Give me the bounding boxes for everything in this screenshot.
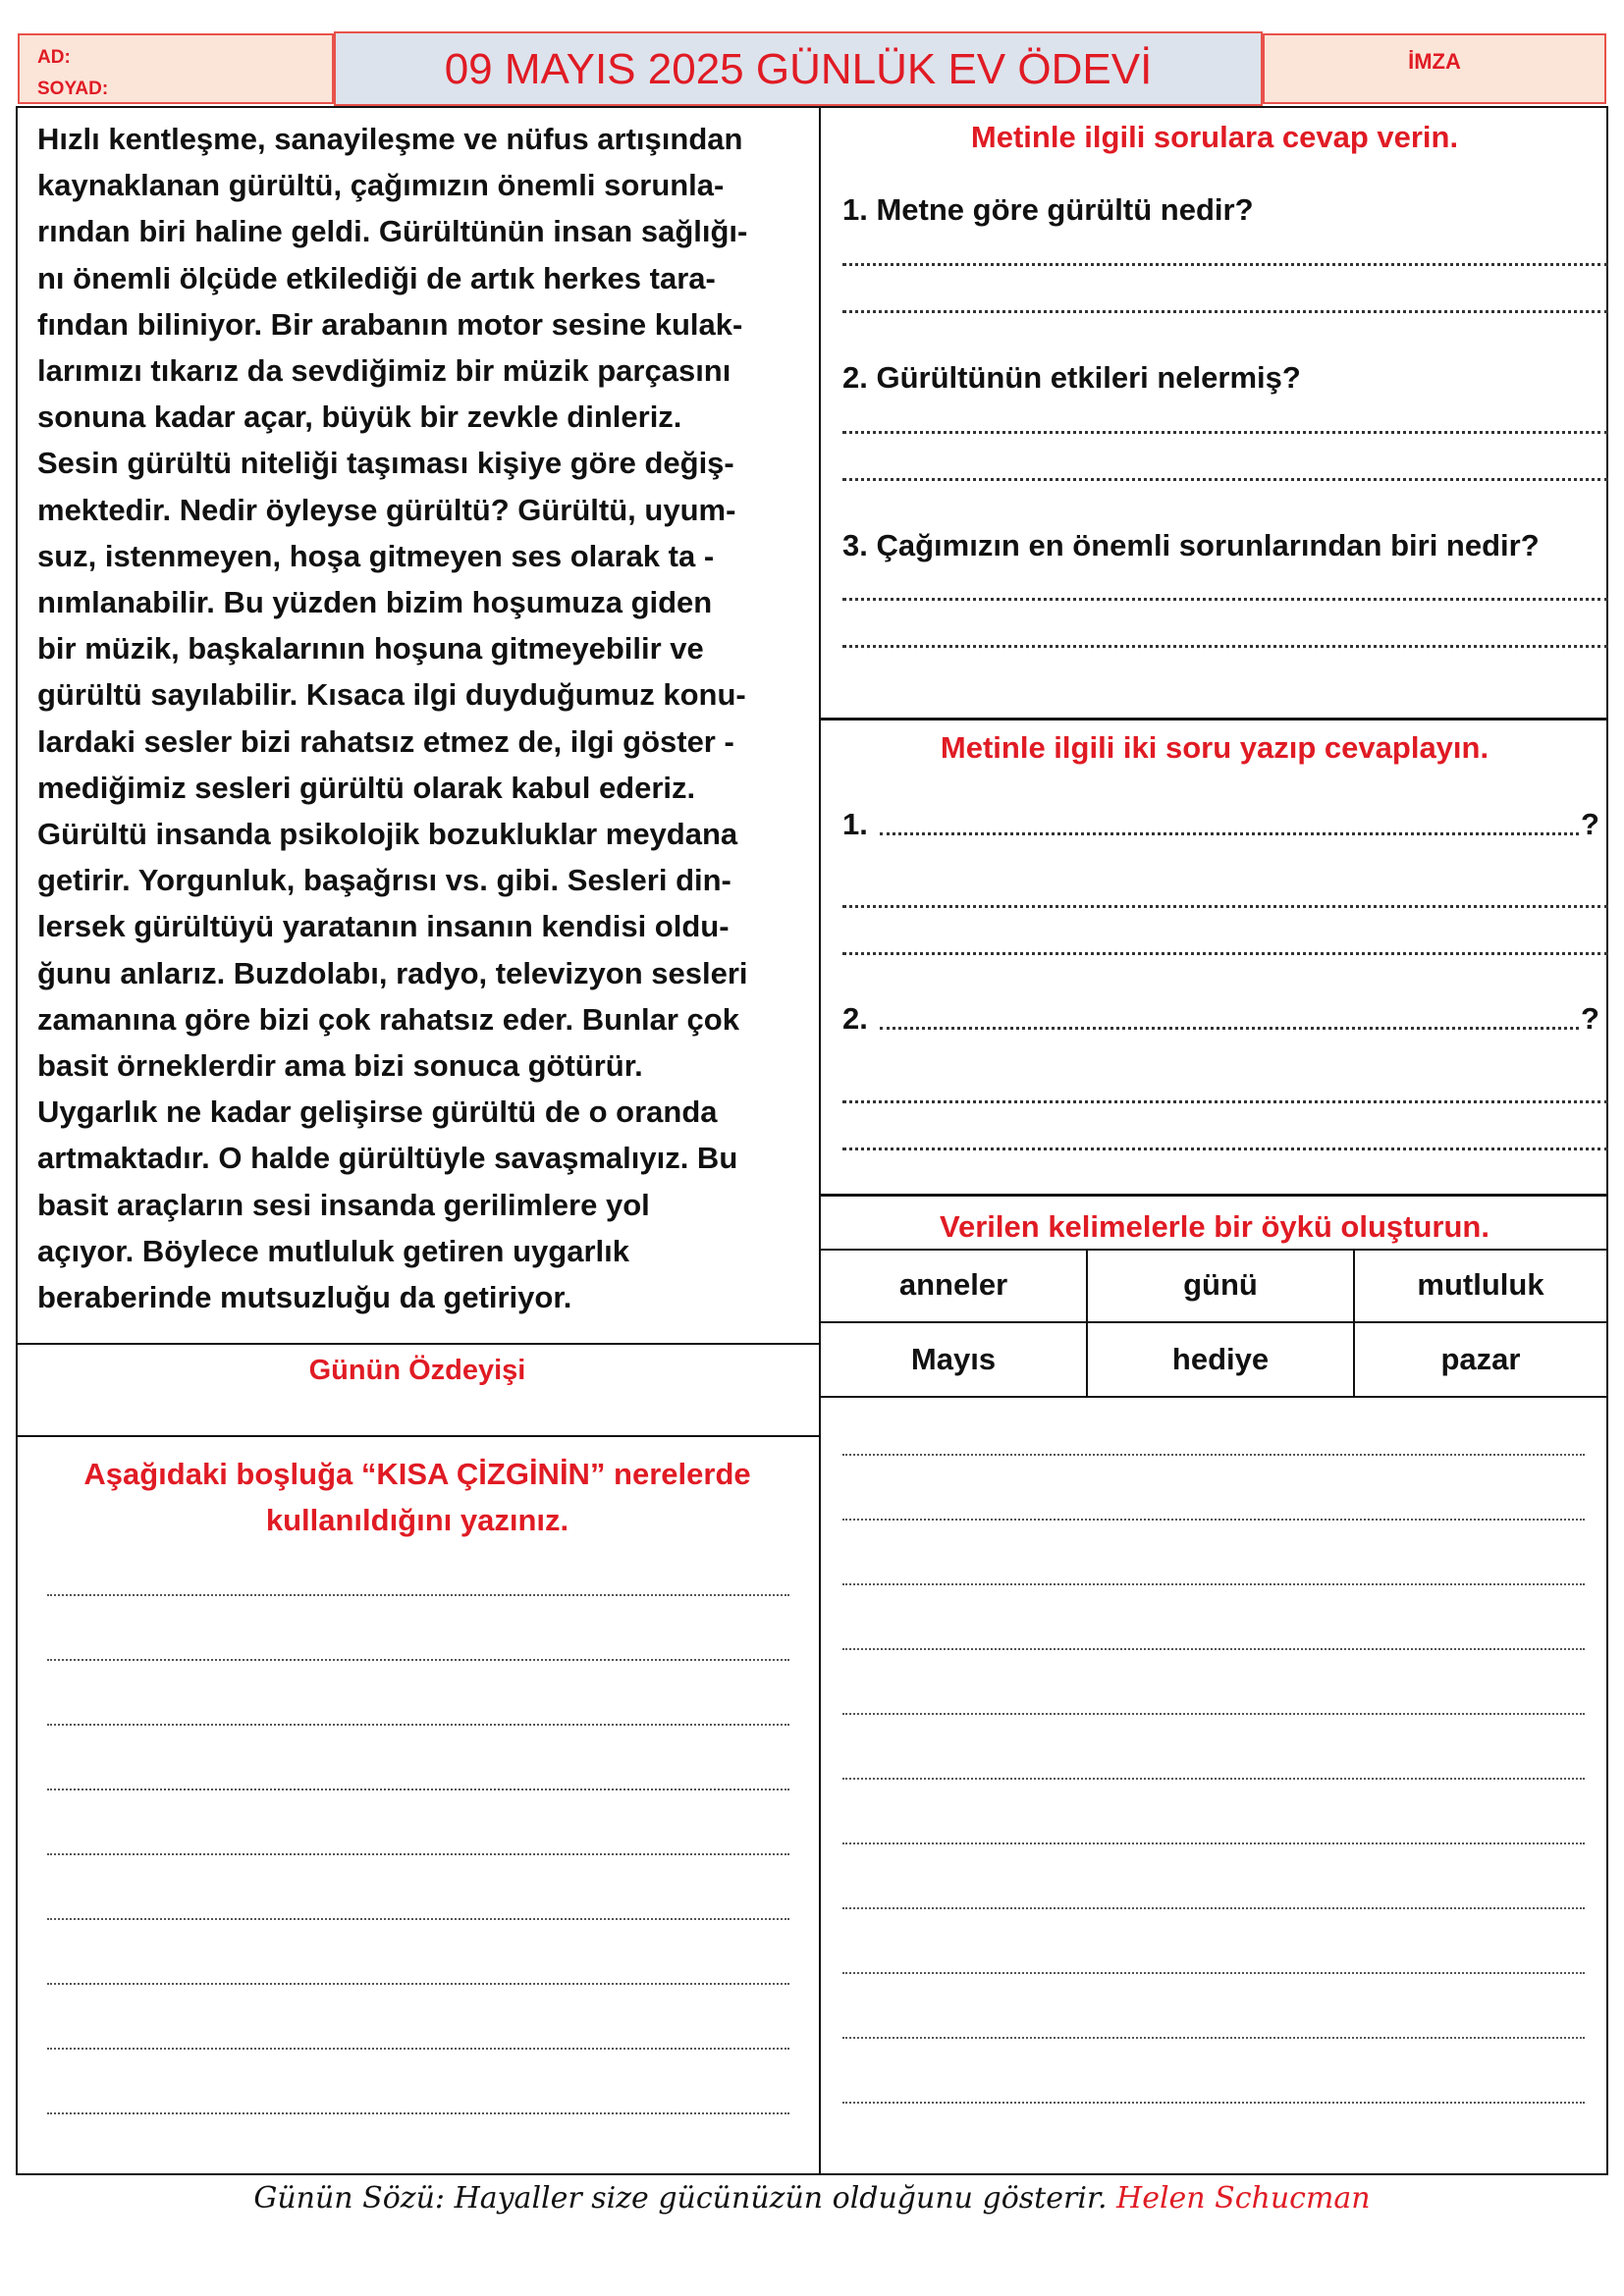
answer-line[interactable] [47,1789,789,1790]
passage-line: kaynaklanan gürültü, çağımızın önemli sorunla- [37,168,725,203]
answer-line[interactable] [47,1983,789,1985]
quote-of-day-field[interactable] [157,1384,668,1427]
word-cell: mutluluk [1353,1249,1608,1323]
passage-line: suz, istenmeyen, hoşa gitmeyen ses olarak ta - [37,538,715,573]
answer-line[interactable] [842,310,1608,313]
answer-line[interactable] [842,431,1608,434]
own-questions-title: Metinle ilgili iki soru yazıp cevaplayın. [940,730,1489,765]
passage-line: rından biri haline geldi. Gürültünün insan sağlığı- [37,214,748,249]
name-field-box[interactable] [18,33,334,104]
passage-line: mediğimiz sesleri gürültü olarak kabul ederiz. [37,770,696,805]
column-divider [819,106,821,2175]
passage-line: ğunu anlarız. Buzdolabı, radyo, televizyon sesleri [37,955,748,990]
answer-line[interactable] [842,478,1608,481]
word-cell: hediye [1086,1321,1355,1398]
word-cell: Mayıs [819,1321,1088,1398]
dash-task-title [16,1451,819,1543]
answer-line[interactable] [842,905,1608,908]
answer-line[interactable] [842,645,1608,648]
story-line[interactable] [842,1648,1585,1650]
page-title: 09 MAYIS 2025 GÜNLÜK EV ÖDEVİ [444,45,1153,93]
dash-task-title-line: Aşağıdaki boşluğa “KISA ÇİZGİNİN” nerelerde [83,1457,751,1491]
footer-author: Helen Schucman [1116,2181,1371,2216]
answer-line[interactable] [47,1659,789,1661]
divider [16,1343,819,1345]
page-title-box [334,31,1263,106]
passage-line: nı önemli ölçüde etkilediği de artık herkes tara- [37,260,716,295]
word-cell: günü [1086,1249,1355,1323]
passage-line: Gürültü insanda psikolojik bozukluklar meydana [37,817,738,852]
passage-line: Uygarlık ne kadar gelişirse gürültü de o oranda [37,1095,718,1130]
name-label: AD: [37,47,71,68]
answer-line[interactable] [47,2112,789,2114]
answer-line[interactable] [47,2048,789,2050]
story-line[interactable] [842,1907,1585,1909]
passage-line: Hızlı kentleşme, sanayileşme ve nüfus artışından [37,122,743,156]
own-question-2-number: 2. [842,1001,868,1036]
story-line[interactable] [842,1583,1585,1585]
own-question-1-number: 1. [842,807,868,841]
answer-line[interactable] [47,1918,789,1920]
passage-line: basit örneklerdir ama bizi sonuca götürür. [37,1048,643,1084]
answer-line[interactable] [842,952,1608,955]
question-1: 1. Metne göre gürültü nedir? [842,192,1254,227]
divider [16,1435,819,1437]
own-question-1-line[interactable] [880,832,1579,835]
answer-line[interactable] [47,1853,789,1855]
passage-line: zamanına göre bizi çok rahatsız eder. Bunlar çok [37,1001,739,1037]
signature-box[interactable] [1263,33,1606,104]
footer-label: Günün Sözü: [253,2181,446,2216]
question-mark: ? [1581,1001,1599,1036]
story-line[interactable] [842,1713,1585,1715]
divider [819,718,1608,721]
passage-line: getirir. Yorgunluk, başağrısı vs. gibi. Sesleri din- [37,863,731,898]
passage-line: basit araçların sesi insanda gerilimlere yol [37,1187,650,1222]
surname-label: SOYAD: [37,79,109,99]
story-line[interactable] [842,1519,1585,1521]
passage-line: larımızı tıkarız da sevdiğimiz bir müzik parçasını [37,353,731,389]
footer-text: Hayaller size gücünüzün olduğunu gösterir. [454,2181,1108,2216]
word-cell: pazar [1353,1321,1608,1398]
story-line[interactable] [842,2037,1585,2039]
quote-of-day-title: Günün Özdeyişi [308,1355,526,1386]
passage-line: artmaktadır. O halde gürültüyle savaşmalıyız. Bu [37,1141,738,1176]
passage-line: Sesin gürültü niteliği taşıması kişiye göre değiş- [37,446,734,481]
passage-line: fından biliniyor. Bir arabanın motor sesine kulak- [37,306,743,342]
footer-quote [0,2181,1624,2216]
question-3: 3. Çağımızın en önemli sorunlarından biri nedir? [842,528,1540,562]
answer-line[interactable] [47,1594,789,1596]
passage-line: açıyor. Böylece mutluluk getiren uygarlık [37,1233,629,1268]
passage-line: nımlanabilir. Bu yüzden bizim hoşumuza giden [37,585,713,620]
story-line[interactable] [842,1842,1585,1844]
word-grid [819,1249,1608,1398]
story-line[interactable] [842,1972,1585,1974]
question-2: 2. Gürültünün etkileri nelermiş? [842,360,1301,395]
questions-title: Metinle ilgili sorulara cevap verin. [970,120,1459,154]
story-line[interactable] [842,1778,1585,1780]
passage-line: lardaki sesler bizi rahatsız etmez de, ilgi göster - [37,723,734,759]
story-line[interactable] [842,1454,1585,1456]
passage-line: sonuna kadar açar, büyük bir zevkle dinleriz. [37,400,682,435]
answer-line[interactable] [842,1148,1608,1150]
passage-line: lersek gürültüyü yaratanın insanın kendisi oldu- [37,909,730,944]
passage-line: mektedir. Nedir öyleyse gürültü? Gürültü, uyum- [37,492,736,527]
own-question-2-line[interactable] [880,1027,1579,1030]
divider [819,1194,1608,1197]
answer-line[interactable] [47,1724,789,1726]
question-mark: ? [1581,807,1599,841]
word-cell: anneler [819,1249,1088,1323]
dash-task-title-line: kullanıldığını yazınız. [265,1503,569,1537]
answer-line[interactable] [842,1100,1608,1103]
story-line[interactable] [842,2102,1585,2104]
answer-line[interactable] [842,263,1608,266]
answer-line[interactable] [842,598,1608,601]
story-title: Verilen kelimelerle bir öykü oluşturun. [940,1209,1489,1244]
passage-line: gürültü sayılabilir. Kısaca ilgi duyduğumuz konu- [37,677,746,713]
passage-line: beraberinde mutsuzluğu da getiriyor. [37,1280,572,1315]
passage-line: bir müzik, başkalarının hoşuna gitmeyebilir ve [37,631,704,667]
signature-label: İMZA [1408,49,1461,74]
reading-passage [37,116,819,1320]
